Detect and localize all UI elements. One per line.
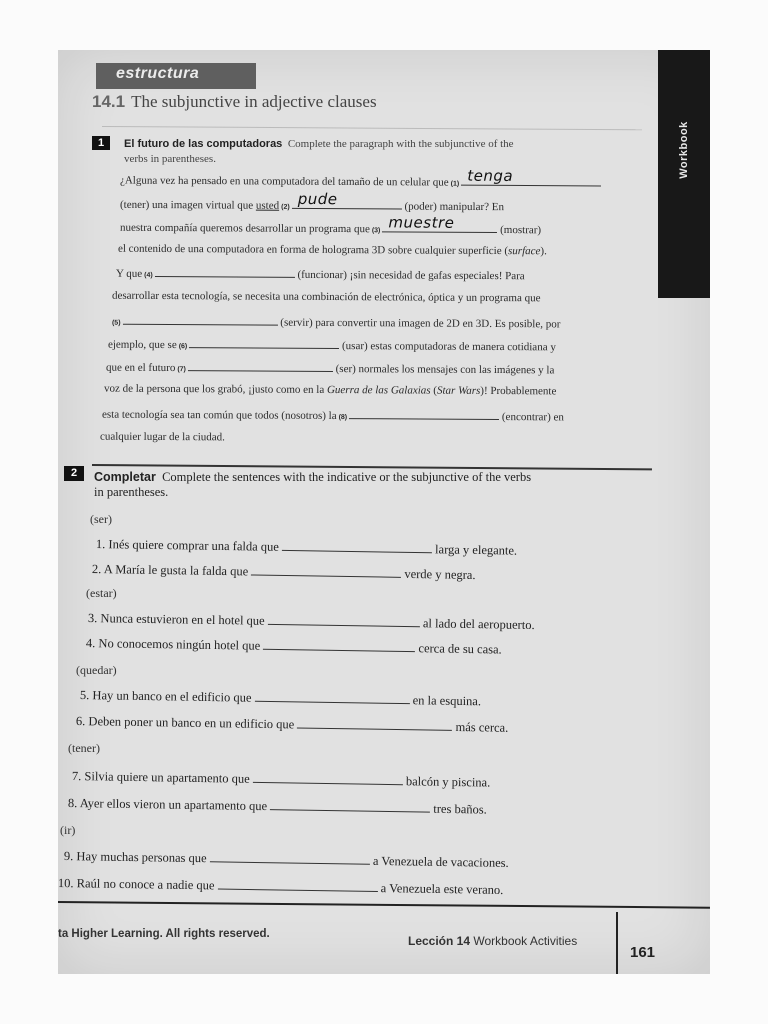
sentence-text: 3. Nunca estuvieron en el hotel que <box>87 611 268 628</box>
activity2-heading <box>94 470 614 500</box>
paragraph-text: ). <box>540 245 547 258</box>
paragraph-line <box>112 290 541 305</box>
sentence-text: 6. Deben poner un banco en un edificio que <box>75 714 298 732</box>
activity1-instructions: Complete the paragraph with the subjunctive of the <box>287 138 514 150</box>
paragraph-text: (poder) manipular? En <box>401 200 505 214</box>
paragraph-italic: Star Wars <box>436 384 481 397</box>
sentence-text: más cerca. <box>452 719 509 735</box>
paragraph-line <box>110 314 560 331</box>
sentence-text: 7. Silvia quiere un apartamento que <box>71 769 253 786</box>
handwritten-answer: pude <box>297 189 338 209</box>
banner-label: estructura <box>116 65 200 82</box>
answer-blank[interactable] <box>263 637 415 652</box>
exercise-sentence <box>88 609 535 633</box>
copyright-notice: ta Higher Learning. All rights reserved. <box>58 928 270 940</box>
sentence-text: larga y elegante. <box>431 542 518 558</box>
answer-blank[interactable] <box>189 337 339 349</box>
paragraph-text: esta tecnología sea tan común que todos (nosotros) la <box>101 408 337 423</box>
sentence-text: en la esquina. <box>409 693 482 709</box>
answer-blank[interactable] <box>268 612 420 627</box>
sentence-text: 1. Inés quiere comprar una falda que <box>95 537 283 554</box>
exercise-sentence <box>64 847 509 871</box>
sentence-text: 5. Hay un banco en el edificio que <box>79 688 255 705</box>
answer-blank[interactable] <box>282 538 432 553</box>
exercise-sentence <box>92 560 476 583</box>
paragraph-line <box>118 243 547 258</box>
paragraph-text: ( <box>430 384 438 397</box>
section-number: 14.1 <box>92 92 126 111</box>
activity-divider <box>92 464 652 470</box>
page-number: 161 <box>630 944 656 961</box>
blank-number: (5) <box>111 319 121 327</box>
footer-divider <box>58 901 710 909</box>
footer-lesson <box>408 934 577 948</box>
paragraph-text: que en el futuro <box>105 361 176 375</box>
paragraph-italic: surface <box>508 245 541 258</box>
answer-blank[interactable] <box>123 314 278 326</box>
blank-number: (2) <box>281 203 290 211</box>
paragraph-text: cualquier lugar de la ciudad. <box>99 430 225 444</box>
paragraph-line <box>100 431 225 444</box>
blank-number: (3) <box>371 227 381 235</box>
sentence-text: balcón y piscina. <box>402 774 491 790</box>
header-divider <box>102 126 642 130</box>
exercise-sentence <box>58 874 504 898</box>
paragraph-line <box>119 189 505 214</box>
sentence-text: 2. A María le gusta la falda que <box>91 562 252 579</box>
paragraph-text: Y que <box>115 267 143 280</box>
workbook-side-tab <box>658 50 710 298</box>
answer-blank[interactable] <box>253 770 403 785</box>
answer-blank[interactable] <box>270 797 430 813</box>
paragraph-text: (tener) una imagen virtual que <box>119 198 256 212</box>
underlined-word: usted <box>255 199 280 212</box>
paragraph-text: nuestra compañía queremos desarrollar un programa que <box>119 221 370 236</box>
paragraph-text: ejemplo, que se <box>107 338 177 352</box>
paragraph-text: (encontrar) en <box>499 411 564 424</box>
paragraph-text: )! Probablemente <box>480 384 557 398</box>
workbook-page <box>58 50 710 974</box>
verb-hint: (tener) <box>68 741 100 755</box>
paragraph-line <box>104 383 556 398</box>
paragraph-text: (mostrar) <box>497 224 542 237</box>
answer-blank[interactable] <box>461 166 601 187</box>
section-title-text: The subjunctive in adjective clauses <box>131 92 377 111</box>
sentence-text: al lado del aeropuerto. <box>419 616 535 633</box>
paragraph-text: (funcionar) ¡sin necesidad de gafas especiales! Para <box>294 268 525 283</box>
answer-blank[interactable] <box>349 408 499 420</box>
sentence-text: a Venezuela este verano. <box>377 881 504 897</box>
sentence-text: cerca de su casa. <box>415 641 502 657</box>
handwritten-answer: muestre <box>388 213 455 232</box>
activity1-heading <box>124 137 604 167</box>
sentence-text: 10. Raúl no conoce a nadie que <box>58 876 218 893</box>
paragraph-text: voz de la persona que los grabó, ¡justo como en la <box>103 382 328 396</box>
paragraph-text: ¿Alguna vez ha pensado en una computadora del tamaño de un celular que <box>119 174 449 189</box>
sentence-text: 4. No conocemos ningún hotel que <box>85 636 264 653</box>
answer-blank[interactable] <box>210 849 370 865</box>
exercise-sentence <box>86 634 502 658</box>
answer-blank[interactable] <box>155 266 295 278</box>
paragraph-line <box>102 407 564 424</box>
verb-hint: (ir) <box>60 823 76 837</box>
exercise-sentence <box>68 794 487 818</box>
blank-number: (8) <box>338 414 348 422</box>
answer-blank[interactable] <box>292 189 402 210</box>
answer-blank[interactable] <box>382 213 497 233</box>
verb-hint: (ser) <box>90 512 112 526</box>
paragraph-text: (ser) normales los mensajes con las imágenes y la <box>332 363 555 377</box>
exercise-sentence <box>76 712 509 736</box>
paragraph-italic: Guerra de las Galaxias <box>326 383 431 397</box>
exercise-sentence <box>80 686 481 709</box>
paragraph-text: el contenido de una computadora en forma de holograma 3D sobre cualquier superficie ( <box>117 242 509 258</box>
verb-hint: (estar) <box>86 586 117 600</box>
paragraph-text: desarrollar esta tecnología, se necesita una combinación de electrónica, óptica y un programa que <box>111 289 541 305</box>
answer-blank[interactable] <box>297 715 452 730</box>
section-banner <box>96 63 256 89</box>
sentence-text: verde y negra. <box>401 566 476 583</box>
verb-hint: (quedar) <box>76 663 117 677</box>
paragraph-line <box>116 266 525 282</box>
answer-blank[interactable] <box>218 877 378 893</box>
activity1-title: El futuro de las computadoras <box>124 138 283 150</box>
paragraph-line <box>119 166 601 190</box>
blank-number: (4) <box>144 271 153 279</box>
blank-number: (1) <box>450 180 460 188</box>
exercise-sentence <box>96 535 517 559</box>
activity2-title: Completar <box>94 470 156 484</box>
activity1-instructions-2: verbs in parentheses. <box>124 153 216 165</box>
exercise-sentence <box>72 767 491 791</box>
activity-number-badge: 2 <box>64 466 84 481</box>
paragraph-text: (servir) para convertir una imagen de 2D en 3D. Es posible, por <box>277 316 561 331</box>
handwritten-answer: tenga <box>467 166 514 185</box>
activities-label: Workbook Activities <box>473 934 578 948</box>
answer-blank[interactable] <box>251 563 401 578</box>
activity-number-badge: 1 <box>92 136 110 150</box>
sentence-text: tres baños. <box>430 801 487 817</box>
side-tab-label: Workbook <box>678 121 690 179</box>
paragraph-line <box>106 360 554 377</box>
answer-blank[interactable] <box>188 360 333 372</box>
blank-number: (7) <box>177 366 186 374</box>
sentence-text: a Venezuela de vacaciones. <box>369 853 509 870</box>
paragraph-text: (usar) estas computadoras de manera cotidiana y <box>339 340 556 354</box>
answer-blank[interactable] <box>255 689 410 704</box>
paragraph-line <box>119 213 542 237</box>
activity2-instructions: Complete the sentences with the indicative or the subjunctive of the verbs <box>162 470 532 484</box>
sentence-text: 9. Hay muchas personas que <box>63 849 210 866</box>
activity2-instructions-2: in parentheses. <box>94 485 169 499</box>
lesson-label: Lección 14 <box>408 934 471 948</box>
paragraph-line <box>108 337 556 354</box>
blank-number: (6) <box>178 343 188 351</box>
section-title <box>92 92 377 112</box>
sentence-text: 8. Ayer ellos vieron un apartamento que <box>67 796 271 814</box>
page-number-box <box>616 912 710 974</box>
